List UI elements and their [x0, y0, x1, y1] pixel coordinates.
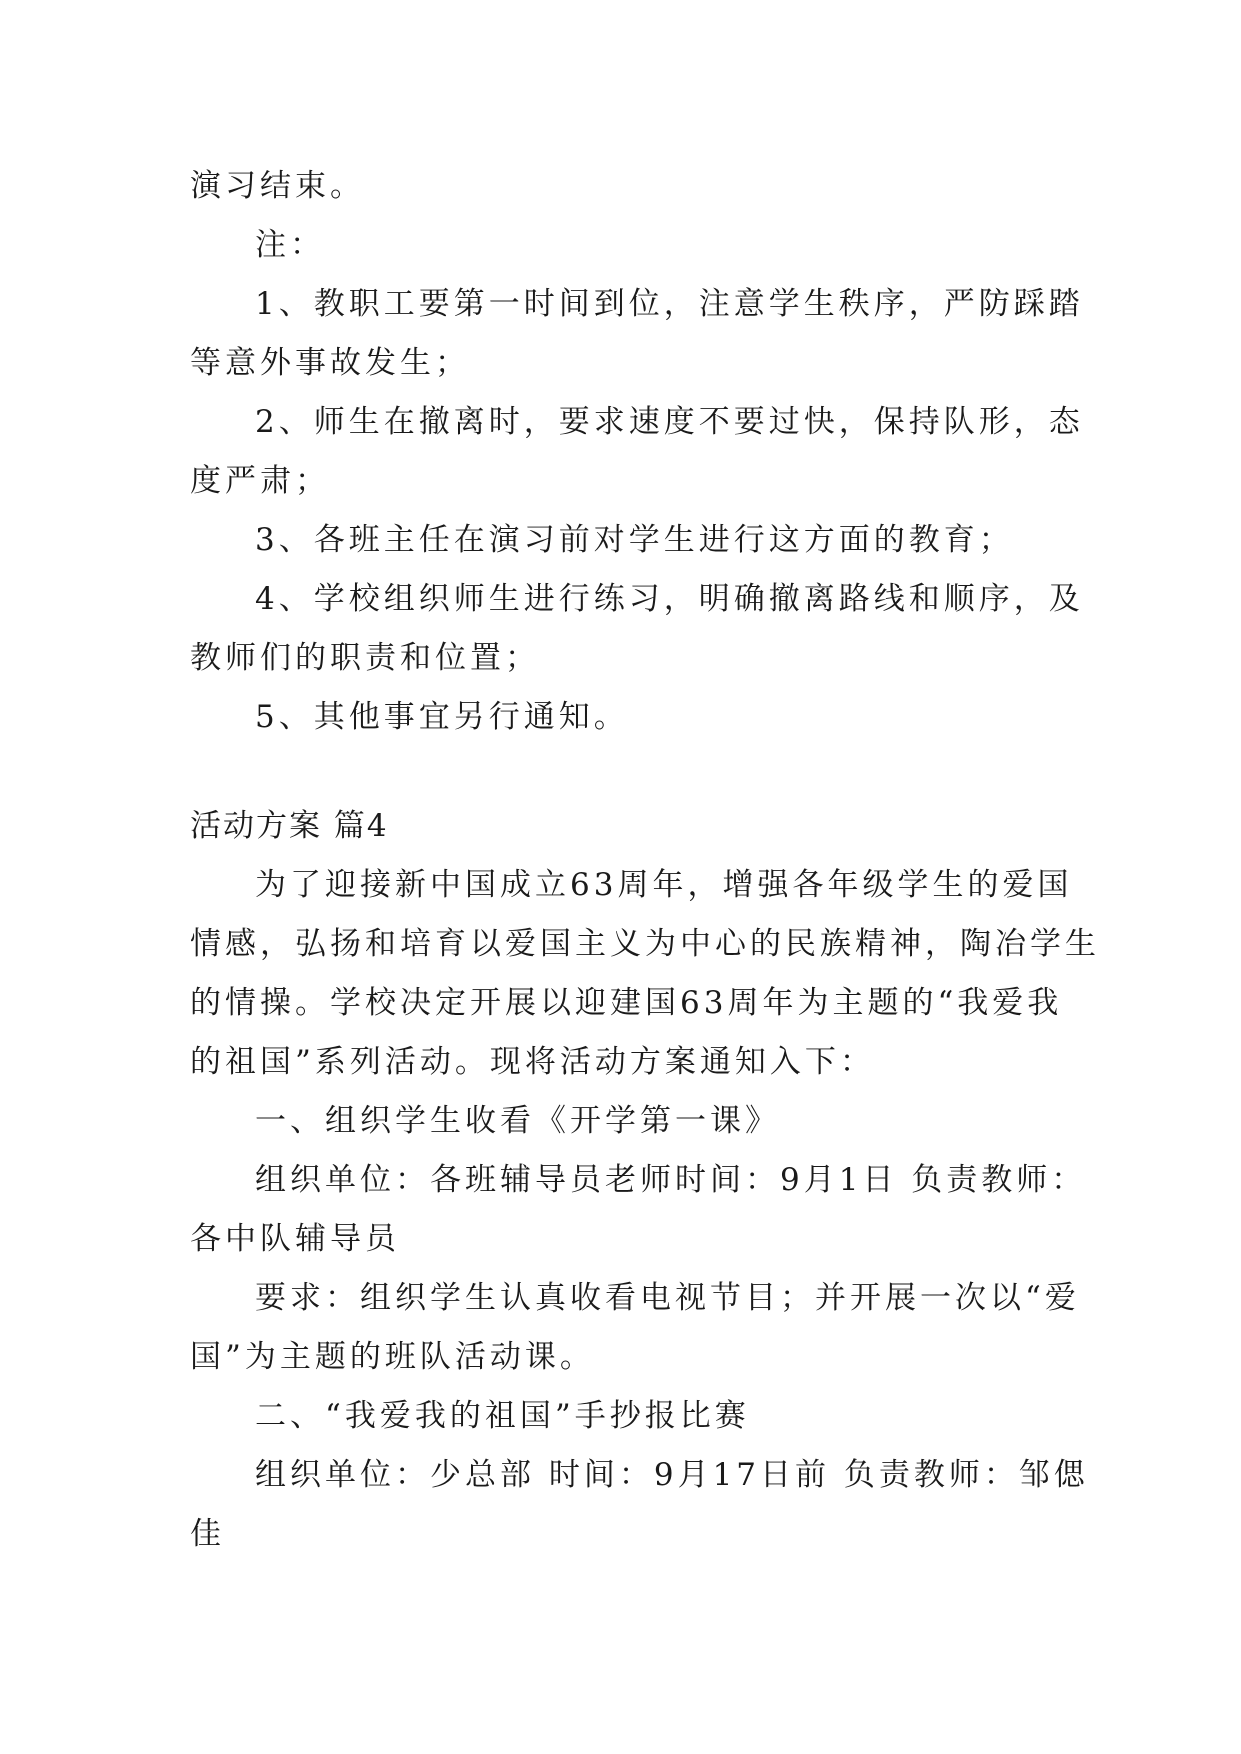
- paragraph-line: 组织单位：少总部 时间：9月17日前 负责教师：邹偲: [255, 1457, 1089, 1493]
- paragraph-line: 情感，弘扬和培育以爱国主义为中心的民族精神，陶冶学生: [190, 926, 1100, 962]
- paragraph-line: 的情操。学校决定开展以迎建国63周年为主题的“我爱我: [190, 985, 1063, 1021]
- paragraph-line: 佳: [190, 1516, 225, 1552]
- paragraph-line: 各中队辅导员: [190, 1221, 400, 1257]
- list-item-4-cont: 教师们的职责和位置；: [190, 640, 540, 676]
- list-item-2: 2、师生在撤离时，要求速度不要过快，保持队形，态: [255, 404, 1084, 440]
- list-item-1: 1、教职工要第一时间到位，注意学生秩序，严防踩踏: [255, 286, 1084, 322]
- list-item-5: 5、其他事宜另行通知。: [255, 699, 629, 735]
- list-item-3: 3、各班主任在演习前对学生进行这方面的教育；: [255, 522, 1014, 558]
- paragraph-line: 国”为主题的班队活动课。: [190, 1339, 595, 1375]
- paragraph-line: 的祖国”系列活动。现将活动方案通知入下：: [190, 1044, 875, 1080]
- list-item-4: 4、学校组织师生进行练习，明确撤离路线和顺序，及: [255, 581, 1084, 617]
- paragraph-line: 组织单位：各班辅导员老师时间：9月1日 负责教师：: [255, 1162, 1087, 1198]
- paragraph-line: 演习结束。: [190, 168, 365, 204]
- note-heading: 注：: [255, 227, 325, 263]
- section-title: 活动方案 篇4: [190, 808, 389, 844]
- paragraph-line: 要求：组织学生认真收看电视节目；并开展一次以“爱: [255, 1280, 1080, 1316]
- subsection-heading-2: 二、“我爱我的祖国”手抄报比赛: [255, 1398, 750, 1434]
- paragraph-line: 为了迎接新中国成立63周年，增强各年级学生的爱国: [255, 867, 1073, 903]
- subsection-heading-1: 一、组织学生收看《开学第一课》: [255, 1103, 780, 1139]
- list-item-1-cont: 等意外事故发生；: [190, 345, 470, 381]
- list-item-2-cont: 度严肃；: [190, 463, 330, 499]
